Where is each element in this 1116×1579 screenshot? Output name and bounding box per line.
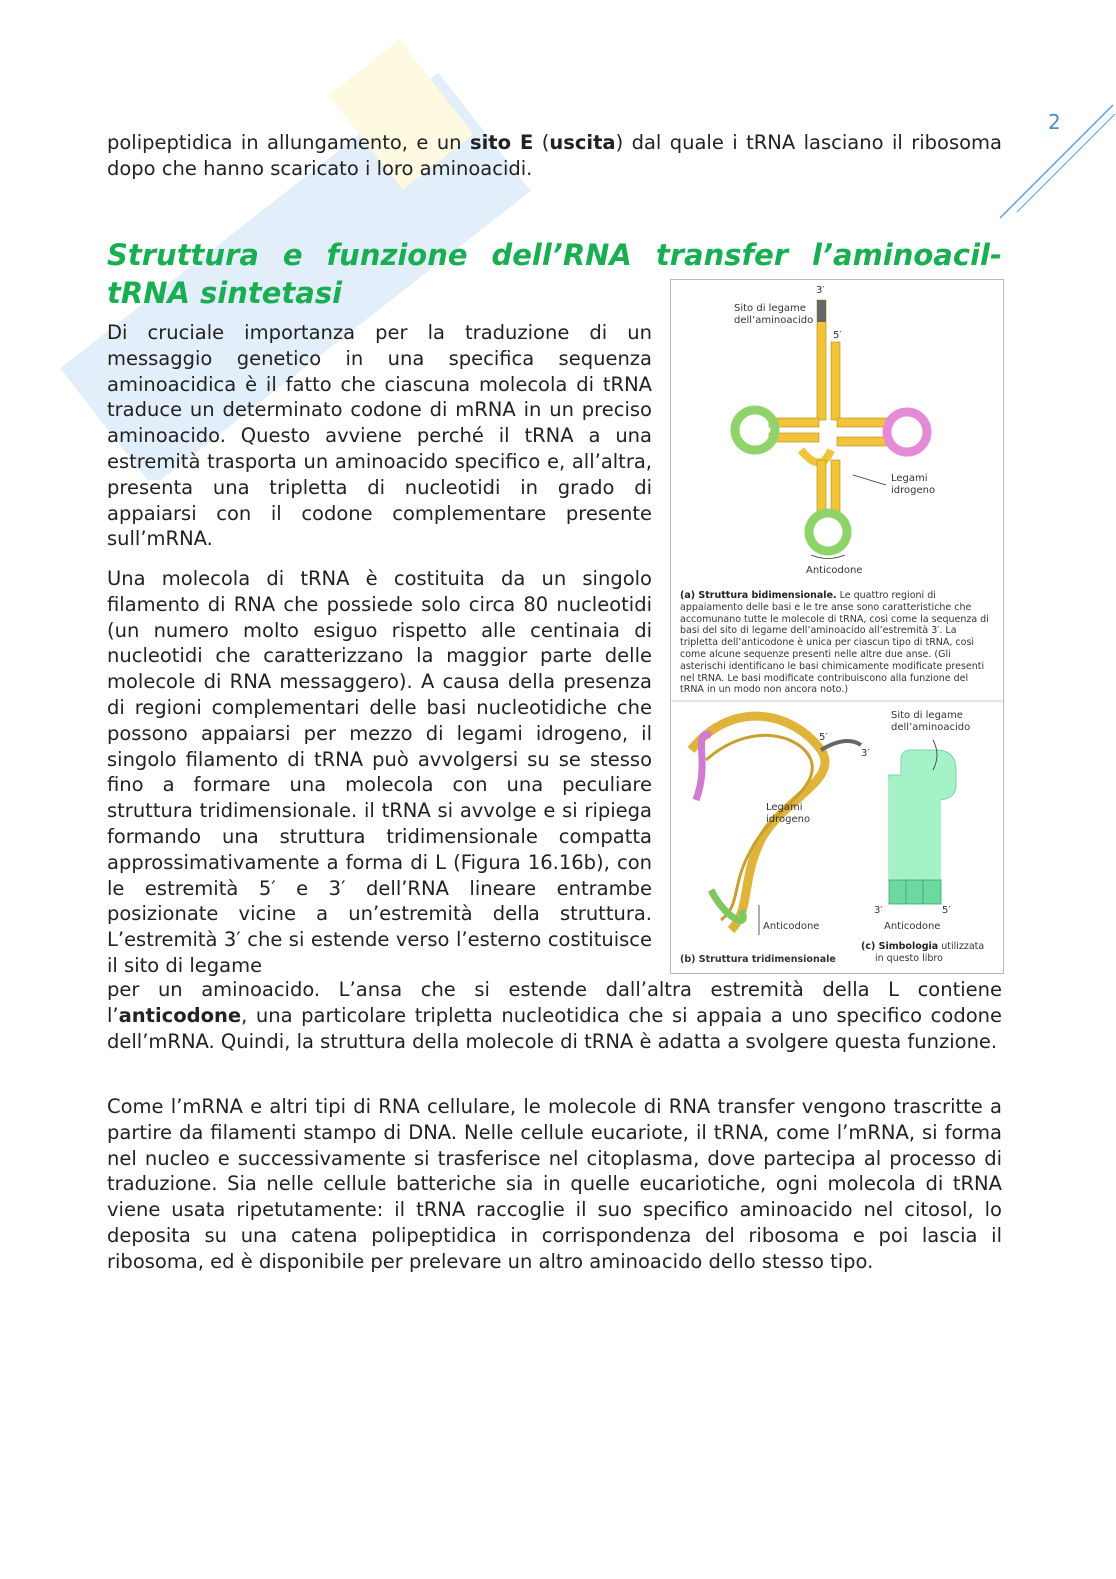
corner-decoration [995,100,1116,225]
fig-b-3prime: 3′ [861,748,870,759]
heading-line-2: tRNA sintetasi [107,276,343,310]
trna-figure [670,279,1004,974]
fig-a-site-label-1: Sito di legame [734,303,806,314]
paragraph-2-continued: per un aminoacido. L’ansa che si estende dall’altra estremità della L contiene l’anticodone, una particolare tripletta nucleotidica che si appaia a uno specifico codone dell’mRNA. Quindi, la struttura della molecole di tRNA è adatta a svolgere questa funzione. [107,978,1002,1053]
fig-a-caption: (a) Struttura bidimensionale. Le quattro regioni di appaiamento delle basi e le tre anse sono caratteristiche che accomunano tutte le molecole di tRNA, così come la sequenza di basi del sito di legame dell’aminoacido all’estremità 3′. La tripletta dell’anticodone è unica per ciascun tipo di tRNA, così come alcune sequenze presenti nelle altre due anse. (Gli asterischi identificano le basi chimicamente modificate presenti nel tRNA. Le basi modificate contribuiscono alla funzione del tRNA in un modo non ancora noto.) [680,590,989,696]
fig-b-5prime: 5′ [819,732,828,743]
heading-line-1: Struttura e funzione dell’RNA transfer l’aminoacil- [107,238,1002,272]
fig-a-3prime: 3′ [816,285,825,296]
uscita-term: uscita [549,131,616,154]
fig-b-site-label-2: dell’aminoacido [891,722,971,733]
fig-c-3prime: 3′ [874,905,883,916]
fig-a-5prime: 5′ [833,330,842,341]
site-e-term: sito E [469,131,534,154]
fig-b-caption: (b) Struttura tridimensionale [680,954,836,965]
fig-a-hbond-2: idrogeno [891,485,936,496]
fig-b-anticodon: Anticodone [763,921,820,932]
fig-c-5prime: 5′ [942,905,951,916]
paragraph-2: Una molecola di tRNA è costituita da un singolo filamento di RNA che possiede solo circa 80 nucleotidi (un numero molto esiguo rispetto alle centinaia di nucleotidi che caratterizzano la maggior parte delle molecole di RNA messaggero). A causa della presenza di regioni complementari delle basi nucleotidiche che possono appaiarsi per mezzo di legami idrogeno, il singolo filamento di tRNA può avvolgersi su se stesso fino a formare una molecola con una peculiare struttura tridimensionale. il tRNA si avvolge e si ripiega formando una struttura tridimensionale compatta approssimativamente a forma di L (Figura 16.16b), con le estremità 5′ e 3′ dell’RNA lineare entrambe posizionate vicine a un’estremità della struttura. L’estremità 3′ che si estende verso l’esterno costituisce il sito di legame [107,567,652,977]
fig-a-site-label-2: dell’aminoacido [734,315,814,326]
fig-b-hbond-1: Legami [766,802,803,813]
fig-c-anticodon: Anticodone [884,921,941,932]
cloverleaf-structure [735,300,927,559]
fig-b-hbond-2: idrogeno [766,814,811,825]
top-paragraph: polipeptidica in allungamento, e un sito E (uscita) dal quale i tRNA lasciano il ribosoma dopo che hanno scaricato i loro aminoacidi. [107,131,1002,180]
paragraph-3: Come l’mRNA e altri tipi di RNA cellulare, le molecole di RNA transfer vengono trascritte a partire da filamenti stampo di DNA. Nelle cellule eucariote, il tRNA, come l’mRNA, si forma nel nucleo e successivamente si trasferisce nel citoplasma, dove partecipa al processo di traduzione. Sia nelle cellule batteriche sia in quelle eucariotiche, ogni molecola di tRNA viene usata ripetutamente: il tRNA raccoglie il suo specifico aminoacido nel citosol, lo deposita su una catena polipeptidica in corrispondenza del ribosoma e poi lascia il ribosoma, ed è disponibile per prelevare un altro aminoacido dello stesso tipo. [107,1095,1002,1273]
paragraph-1: Di cruciale importanza per la traduzione di un messaggio genetico in una specifica sequenza aminoacidica è il fatto che ciascuna molecola di tRNA traduce un determinato codone di mRNA in un preciso aminoacido. Questo avviene perché il tRNA a una estremità trasporta un aminoacido specifico e, all’altra, presenta una tripletta di nucleotidi in grado di appaiarsi con il codone complementare presente sull’mRNA. [107,321,652,551]
fig-b-site-label-1: Sito di legame [891,710,963,721]
trna-symbol [889,740,956,904]
fig-a-hbond-1: Legami [891,473,928,484]
fig-a-anticodon: Anticodone [806,565,863,576]
fig-c-caption: (c) Simbologia utilizzata in questo libro [861,941,985,964]
anticodone-term: anticodone [118,1003,242,1027]
page-number: 2 [1048,110,1061,134]
